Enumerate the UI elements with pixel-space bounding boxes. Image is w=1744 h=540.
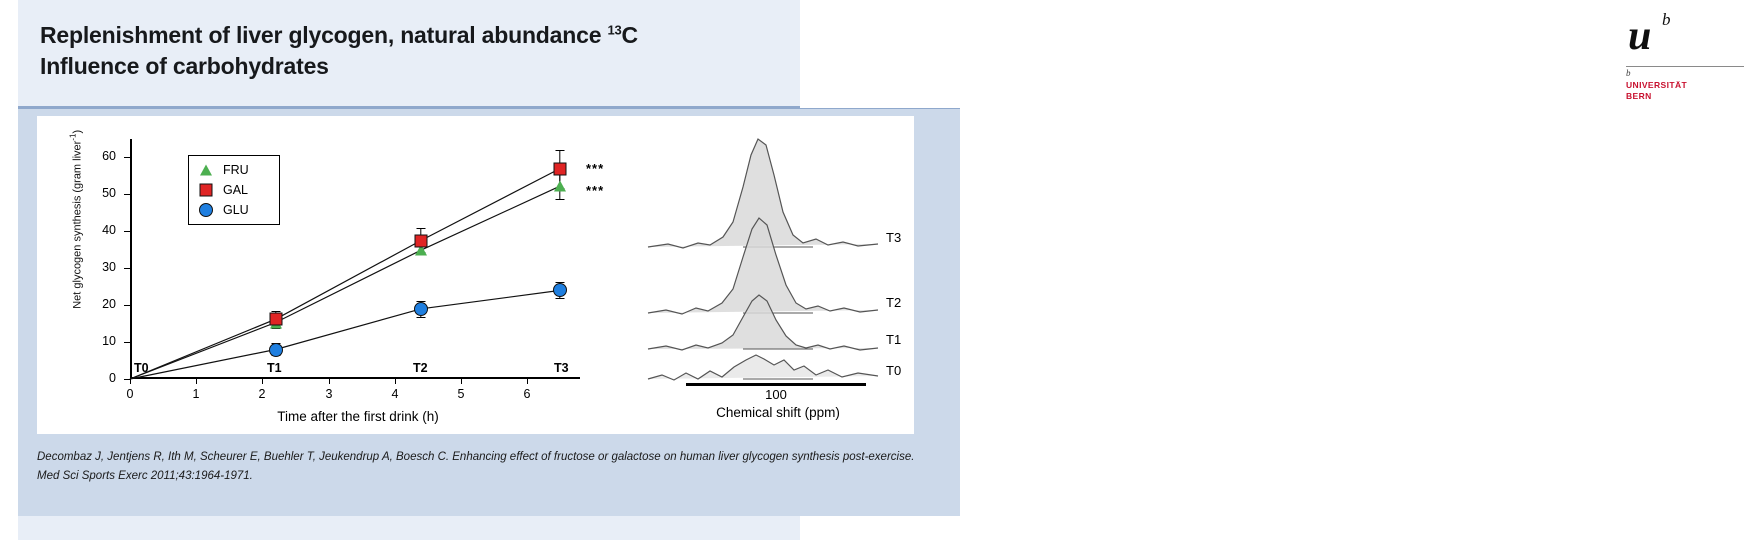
figure-card [37, 116, 914, 434]
errorcap-gal-t2-top [417, 228, 426, 229]
spectrum-label-t1: T1 [886, 332, 902, 347]
logo-superscript-b: b [1662, 10, 1671, 29]
title-superscript: 13 [607, 22, 622, 38]
triangle-icon [197, 164, 215, 176]
spectra-tick-label: 100 [765, 387, 787, 402]
marker-glu-t1 [269, 343, 283, 357]
logo-university-name: UNIVERSITÄT BERN [1626, 80, 1688, 102]
x-tick-label-6: 6 [523, 387, 531, 401]
y-tick-label-10: 10 [102, 334, 116, 348]
legend-label-glu: GLU [223, 203, 249, 217]
x-tick-label-0: 0 [126, 387, 134, 401]
glycogen-line-chart [38, 117, 638, 433]
university-logo [800, 0, 1688, 108]
y-axis-title: Net glycogen synthesis (gram liver$^{-1}$) [68, 129, 84, 309]
x-tick-label-5: 5 [457, 387, 465, 401]
marker-gal-t1 [269, 313, 282, 326]
spectrum-label-t2: T2 [886, 295, 902, 310]
spectrum-label-t0: T0 [886, 363, 902, 378]
legend-item-fru [197, 162, 249, 178]
time-marker-T0: T0 [134, 361, 149, 375]
left-margin [0, 0, 18, 540]
footer-accent [800, 516, 960, 540]
annotation-stars-1: *** [586, 161, 605, 176]
legend-item-gal [197, 182, 248, 198]
logo-letter-u: u [1628, 13, 1652, 59]
x-tick-label-4: 4 [391, 387, 399, 401]
title-line-1: Replenishment of liver glycogen, natural abundance [40, 22, 608, 48]
logo-divider [1626, 66, 1744, 67]
marker-gal-t3 [554, 162, 567, 175]
annotation-stars-2: *** [586, 183, 605, 198]
square-icon [197, 184, 215, 196]
x-axis-title: Time after the first drink (h) [277, 409, 439, 424]
y-tick-label-50: 50 [102, 186, 116, 200]
legend-item-glu [197, 202, 249, 218]
marker-fru-t3 [554, 181, 566, 192]
y-tick-label-0: 0 [109, 371, 116, 385]
logo-small-b: b [1626, 68, 1631, 78]
title-line-1-end: C [621, 22, 638, 48]
errorcap-gal-t1-bottom [271, 328, 280, 329]
legend-label-fru: FRU [223, 163, 249, 177]
citation-text: Decombaz J, Jentjens R, Ith M, Scheurer E, Buehler T, Jeukendrup A, Boesch C. Enhancing effect of fructose or galactose on human liver glycogen synthesis post-exercise. Med Sci Sports Exerc 2011;43:1964-1971. [37, 451, 915, 482]
errorcap-glu-t2-bottom [417, 317, 426, 318]
marker-glu-t3 [553, 283, 567, 297]
chart-legend [188, 155, 280, 225]
errorcap-fru-t3-bottom [556, 199, 565, 200]
time-marker-T1: T1 [267, 361, 282, 375]
x-tick-label-1: 1 [192, 387, 200, 401]
marker-gal-t2 [415, 234, 428, 247]
errorcap-glu-t3-bottom [556, 298, 565, 299]
x-tick-label-3: 3 [325, 387, 333, 401]
y-tick-label-40: 40 [102, 223, 116, 237]
nmr-spectra-panel [638, 117, 913, 433]
y-tick-label-30: 30 [102, 260, 116, 274]
marker-glu-t2 [414, 302, 428, 316]
page-title [40, 20, 780, 82]
spectra-traces [638, 117, 913, 417]
title-line-2: Influence of carbohydrates [40, 52, 329, 79]
y-tick-label-60: 60 [102, 149, 116, 163]
errorcap-gal-t3-top [556, 150, 565, 151]
spectra-x-title: Chemical shift (ppm) [716, 405, 840, 420]
time-marker-T2: T2 [413, 361, 428, 375]
legend-label-gal: GAL [223, 183, 249, 197]
spectra-x-axis [686, 383, 866, 386]
time-marker-T3: T3 [554, 361, 569, 375]
x-tick-label-2: 2 [258, 387, 266, 401]
circle-icon [197, 204, 215, 216]
y-tick-label-20: 20 [102, 297, 116, 311]
spectrum-label-t3: T3 [886, 230, 902, 245]
